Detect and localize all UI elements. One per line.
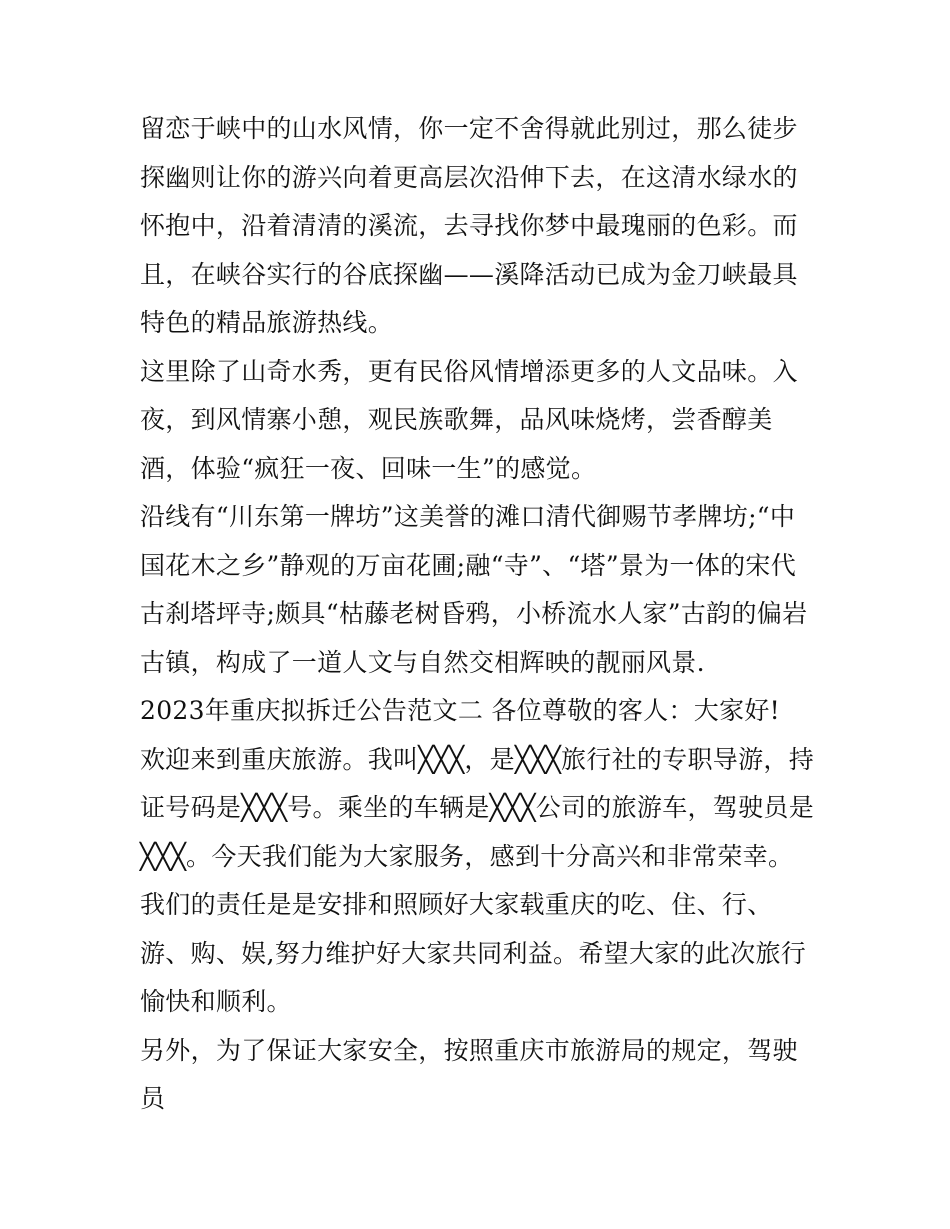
paragraph-heading-sample-two: 2023年重庆拟拆迁公告范文二 各位尊敬的客人：大家好! [140, 696, 781, 725]
paragraph-folk-customs: 这里除了山奇水秀，更有民俗风情增添更多的人文品味。入夜，到风情寨小憩，观民族歌舞，品风味烧烤，尝香醇美酒，体验“疯狂一夜、回味一生”的感觉。 [140, 356, 798, 483]
paragraph-landmarks: 沿线有“川东第一牌坊”这美誉的滩口清代御赐节孝牌坊;“中国花木之乡”静观的万亩花圃;融“寺”、“塔”景为一体的宋代古刹塔坪寺;颇具“枯藤老树昏鸦，小桥流水人家”古韵的偏岩古镇，构成了一道人文与自然交相辉映的靓丽风景. [140, 502, 808, 677]
paragraph-welcome: 欢迎来到重庆旅游。我叫╳╳╳，是╳╳╳旅行社的专职导游，持证号码是╳╳╳号。乘坐的车辆是╳╳╳公司的旅游车，驾驶员是╳╳╳。今天我们能为大家服务，感到十分高兴和非常荣幸。我们的责任是是安排和照顾好大家载重庆的吃、住、行、游、购、娱,努力维护好大家共同利益。希望大家的此次旅行愉快和顺利。 [140, 744, 815, 1016]
document-body [140, 105, 815, 1124]
paragraph-hiking: 留恋于峡中的山水风情，你一定不舍得就此别过，那么徒步探幽则让你的游兴向着更高层次沿伸下去，在这清水绿水的怀抱中，沿着清清的溪流，去寻找你梦中最瑰丽的色彩。而且，在峡谷实行的谷底探幽——溪降活动已成为金刀峡最具特色的精品旅游热线。 [140, 114, 798, 337]
paragraph-safety: 另外，为了保证大家安全，按照重庆市旅游局的规定，驾驶员 [140, 1035, 798, 1113]
